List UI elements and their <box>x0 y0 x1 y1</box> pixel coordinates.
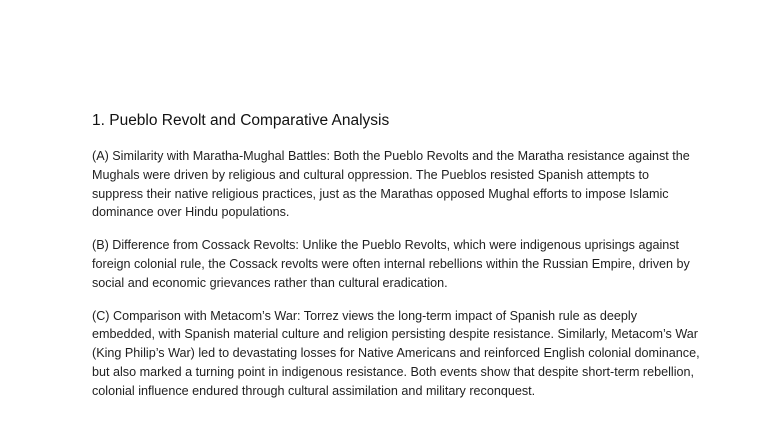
document-body <box>92 112 702 415</box>
paragraph-comparison: (C) Comparison with Metacom’s War: Torrez views the long-term impact of Spanish rule as deeply embedded, with Spanish material culture and religion persisting despite resistance. Similarly, Metacom’s War (King Philip’s War) led to devastating losses for Native Americans and reinforced English colonial dominance, but also marked a turning point in indigenous resistance. Both events show that despite short-term rebellion, colonial influence endured through cultural assimilation and military reconquest. <box>92 308 700 398</box>
paragraph-similarity: (A) Similarity with Maratha-Mughal Battles: Both the Pueblo Revolts and the Maratha resistance against the Mughals were driven by religious and cultural oppression. The Pueblos resisted Spanish attempts to suppress their native religious practices, just as the Marathas opposed Mughal efforts to impose Islamic dominance over Hindu populations. <box>92 149 690 220</box>
paragraph-difference: (B) Difference from Cossack Revolts: Unlike the Pueblo Revolts, which were indigenous uprisings against foreign colonial rule, the Cossack revolts were often internal rebellions within the Russian Empire, driven by social and economic grievances rather than cultural eradication. <box>92 238 690 290</box>
section-heading: 1. Pueblo Revolt and Comparative Analysis <box>92 112 390 129</box>
